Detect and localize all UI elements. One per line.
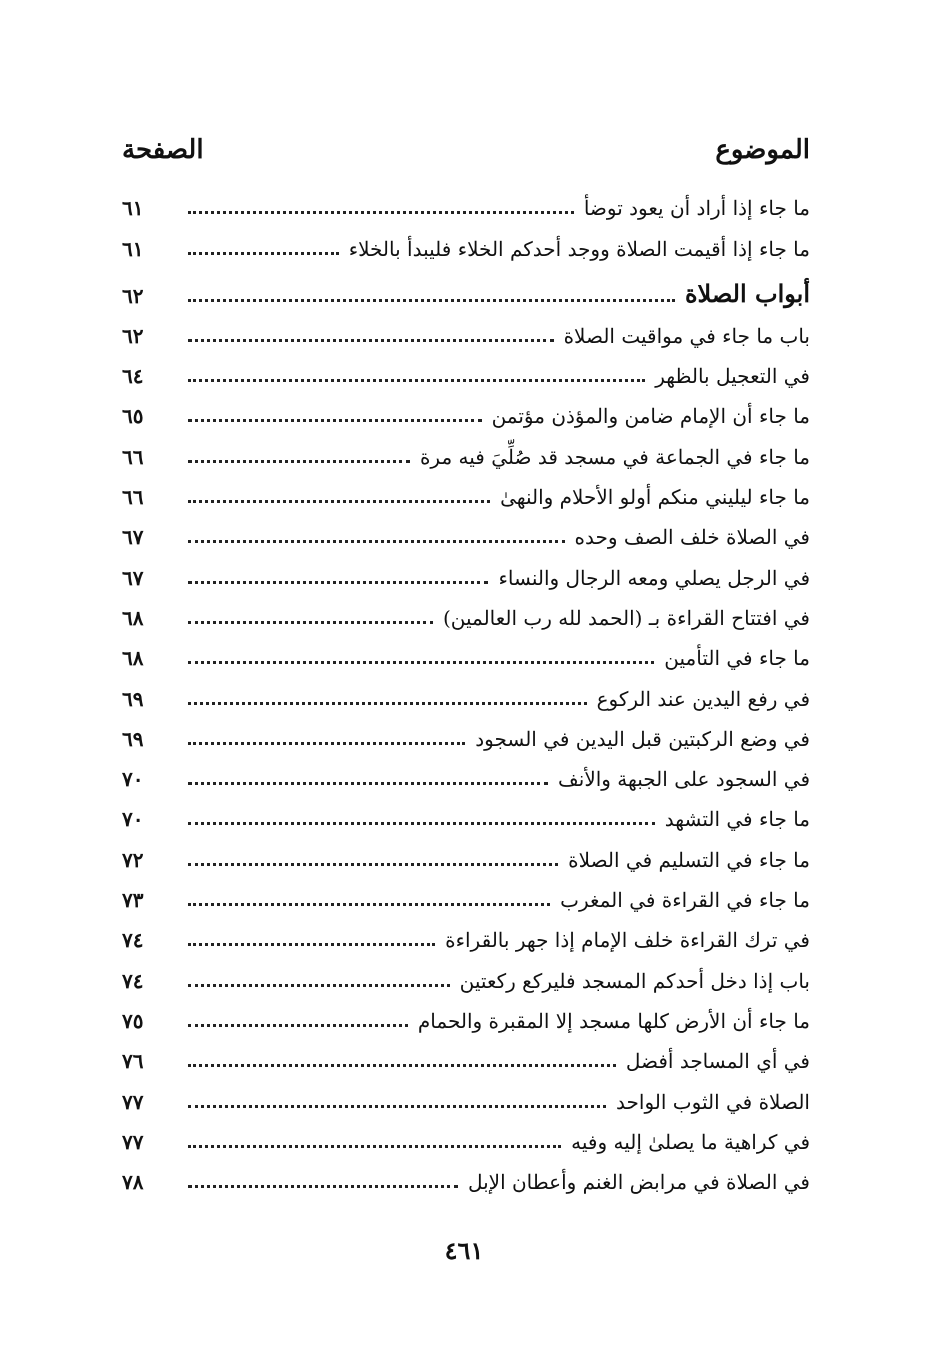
entry-page-number: ٦٨ [122,605,144,630]
toc-entry [122,314,810,354]
entry-page-number: ٧٤ [122,968,144,993]
entry-title: في رفع اليدين عند الركوع [596,686,810,711]
entry-page-number: ٦٩ [122,726,144,751]
entry-page-number: ٧٢ [122,847,144,872]
entry-page-number: ٧٣ [122,888,144,913]
entry-page-number: ٧٧ [122,1129,144,1154]
page-column-header: الصفحة [122,135,204,165]
toc-entries [122,186,810,1200]
dot-leader [188,1064,616,1067]
toc-entry [122,757,810,797]
dot-leader [188,822,655,825]
entry-page-number: ٧٤ [122,928,144,953]
entry-title: في السجود على الجبهة والأنف [558,767,810,792]
entry-title: ما جاء إذا أراد أن يعود توضأ [583,196,810,221]
entry-page-number: ٦٦ [122,444,144,469]
toc-entry [122,717,810,757]
dot-leader [188,742,465,745]
toc-entry [122,878,810,918]
dot-leader [188,581,488,584]
entry-page-number: ٧٠ [122,767,144,792]
entry-title: باب ما جاء في مواقيت الصلاة [563,323,810,348]
toc-entry [122,515,810,555]
toc-entry [122,186,810,226]
toc-entry [122,226,810,266]
toc-entry [122,999,810,1039]
dot-leader [188,540,565,543]
entry-page-number: ٧٨ [122,1170,144,1195]
dot-leader [188,782,548,785]
dot-leader [188,500,490,503]
toc-entry [122,394,810,434]
toc-section-heading [122,267,810,314]
toc-entry [122,1079,810,1119]
toc-entry [122,958,810,998]
entry-title: في الصلاة خلف الصف وحده [574,525,810,550]
entry-page-number: ٦٢ [122,323,144,348]
toc-entry [122,354,810,394]
page-number: ٤٦١ [444,1236,484,1265]
dot-leader [188,211,574,214]
dot-leader [188,661,654,664]
dot-leader [188,299,675,302]
entry-title: ما جاء في القراءة في المغرب [560,888,810,913]
entry-page-number: ٦٤ [122,364,144,389]
dot-leader [188,1185,458,1188]
toc-entry [122,1160,810,1200]
toc-entry [122,555,810,595]
entry-title: باب إذا دخل أحدكم المسجد فليركع ركعتين [459,968,810,993]
entry-title: في الصلاة في مرابض الغنم وأعطان الإبل [467,1170,810,1195]
dot-leader [188,1024,408,1027]
entry-title: ما جاء في التشهد [664,807,810,832]
entry-title: ما جاء أن الأرض كلها مسجد إلا المقبرة والحمام [417,1008,810,1033]
entry-title: في التعجيل بالظهر [655,364,810,389]
entry-page-number: ٧٠ [122,807,144,832]
dot-leader [188,379,645,382]
entry-title: في وضع الركبتين قبل اليدين في السجود [475,726,810,751]
dot-leader [188,1105,606,1108]
entry-title: في افتتاح القراءة بـ (الحمد لله رب العالمين) [442,605,810,630]
entry-title: ما جاء في التأمين [664,646,810,671]
entry-page-number: ٦٧ [122,565,144,590]
dot-leader [188,419,482,422]
entry-page-number: ٧٧ [122,1089,144,1114]
entry-title: الصلاة في الثوب الواحد [616,1089,810,1114]
entry-title: ما جاء في الجماعة في مسجد قد صُلِّيَ فيه مرة [419,444,810,469]
entry-page-number: ٦٢ [122,283,144,308]
toc-entry [122,596,810,636]
dot-leader [188,1145,561,1148]
entry-page-number: ٦١ [122,196,144,221]
entry-title: ما جاء ليليني منكم أولو الأحلام والنهىٰ [500,485,810,510]
entry-title: في كراهية ما يصلىٰ إليه وفيه [571,1129,810,1154]
entry-page-number: ٦٦ [122,485,144,510]
toc-entry [122,475,810,515]
entry-page-number: ٧٦ [122,1049,144,1074]
entry-title: ما جاء أن الإمام ضامن والمؤذن مؤتمن [491,404,810,429]
dot-leader [188,252,339,255]
dot-leader [188,863,558,866]
dot-leader [188,903,550,906]
topic-column-header: الموضوع [715,135,810,165]
dot-leader [188,621,433,624]
entry-title: في الرجل يصلي ومعه الرجال والنساء [498,565,810,590]
toc-entry [122,918,810,958]
entry-title: ما جاء إذا أقيمت الصلاة ووجد أحدكم الخلاء فليبدأ بالخلاء [348,236,810,261]
entry-title: في ترك القراءة خلف الإمام إذا جهر بالقراءة [445,928,810,953]
entry-page-number: ٧٥ [122,1008,144,1033]
toc-entry [122,837,810,877]
dot-leader [188,984,450,987]
entry-page-number: ٦٥ [122,404,144,429]
toc-entry [122,797,810,837]
dot-leader [188,943,435,946]
dot-leader [188,339,554,342]
toc-entry [122,676,810,716]
toc-entry [122,1120,810,1160]
entry-page-number: ٦٧ [122,525,144,550]
entry-page-number: ٦١ [122,236,144,261]
toc-entry [122,636,810,676]
toc-entry [122,434,810,474]
entry-title: أبواب الصلاة [684,278,810,308]
toc-entry [122,1039,810,1079]
dot-leader [188,702,587,705]
entry-title: في أي المساجد أفضل [625,1049,810,1074]
entry-title: ما جاء في التسليم في الصلاة [568,847,810,872]
entry-page-number: ٦٩ [122,686,144,711]
dot-leader [188,460,410,463]
entry-page-number: ٦٨ [122,646,144,671]
